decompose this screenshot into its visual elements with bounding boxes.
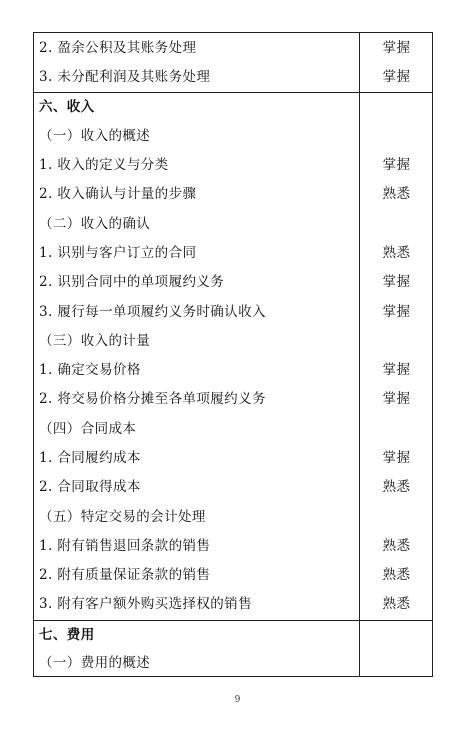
- table-row: [34, 473, 432, 502]
- level-text: 掌握: [382, 304, 411, 320]
- table-row: [34, 415, 432, 444]
- level-text: [360, 415, 433, 444]
- table-row: [34, 327, 432, 356]
- table-row: [34, 298, 432, 327]
- table-row: [34, 180, 432, 209]
- item-text: 3. 未分配利润及其账务处理: [39, 69, 211, 85]
- level-text: 掌握: [382, 274, 411, 290]
- subsection-heading: （一）费用的概述: [39, 655, 151, 671]
- item-text: 1. 识别与客户订立的合同: [39, 245, 197, 261]
- table-row: [34, 239, 432, 268]
- item-text: 3. 履行每一单项履约义务时确认收入: [39, 304, 266, 320]
- table-row: [34, 590, 432, 619]
- level-text: [360, 210, 433, 239]
- item-text: 2. 盈余公积及其账务处理: [39, 40, 197, 56]
- item-text: 2. 附有质量保证条款的销售: [39, 567, 211, 583]
- table-row: [34, 649, 432, 678]
- item-text: 2. 将交易价格分摊至各单项履约义务: [39, 391, 266, 407]
- page-number: 9: [234, 695, 241, 705]
- level-text: 掌握: [382, 157, 411, 173]
- subsection-heading: （三）收入的计量: [39, 333, 151, 349]
- level-text: 掌握: [382, 40, 411, 56]
- item-text: 2. 识别合同中的单项履约义务: [39, 274, 225, 290]
- table-row: [34, 561, 432, 590]
- item-text: 3. 附有客户额外购买选择权的销售: [39, 596, 252, 612]
- level-text: 熟悉: [382, 538, 411, 554]
- subsection-heading: （五）特定交易的会计处理: [39, 509, 206, 525]
- item-text: 1. 收入的定义与分类: [39, 157, 169, 173]
- table-row: [34, 122, 432, 151]
- level-text: [360, 649, 433, 678]
- section-heading: 六、收入: [39, 99, 95, 115]
- level-text: 掌握: [382, 69, 411, 85]
- level-text: 掌握: [382, 362, 411, 378]
- subsection-heading: （一）收入的概述: [39, 128, 151, 144]
- level-text: [360, 122, 433, 151]
- level-text: 掌握: [382, 391, 411, 407]
- table-row: [34, 444, 432, 473]
- item-text: 1. 合同履约成本: [39, 450, 141, 466]
- subsection-heading: （四）合同成本: [39, 421, 137, 437]
- level-text: 熟悉: [382, 596, 411, 612]
- item-text: 1. 确定交易价格: [39, 362, 141, 378]
- table-row: [34, 385, 432, 414]
- table-row: [34, 210, 432, 239]
- table-row: [34, 503, 432, 532]
- level-text: [360, 503, 433, 532]
- level-text: [360, 93, 433, 122]
- level-text: 熟悉: [382, 186, 411, 202]
- item-text: 2. 合同取得成本: [39, 479, 141, 495]
- table-row: [34, 532, 432, 561]
- table-row: [34, 356, 432, 385]
- level-text: [360, 327, 433, 356]
- table-row: [34, 268, 432, 297]
- item-text: 2. 收入确认与计量的步骤: [39, 186, 197, 202]
- item-text: 1. 附有销售退回条款的销售: [39, 538, 211, 554]
- table-row: [34, 63, 432, 92]
- table-row: [34, 621, 432, 650]
- table-row: [34, 151, 432, 180]
- subsection-heading: （二）收入的确认: [39, 216, 151, 232]
- level-text: [360, 621, 433, 650]
- syllabus-table: [33, 32, 433, 677]
- section-heading: 七、费用: [39, 627, 95, 643]
- level-text: 熟悉: [382, 567, 411, 583]
- table-row: [34, 34, 432, 63]
- level-text: 熟悉: [382, 245, 411, 261]
- level-text: 熟悉: [382, 479, 411, 495]
- level-text: 掌握: [382, 450, 411, 466]
- table-row: [34, 93, 432, 122]
